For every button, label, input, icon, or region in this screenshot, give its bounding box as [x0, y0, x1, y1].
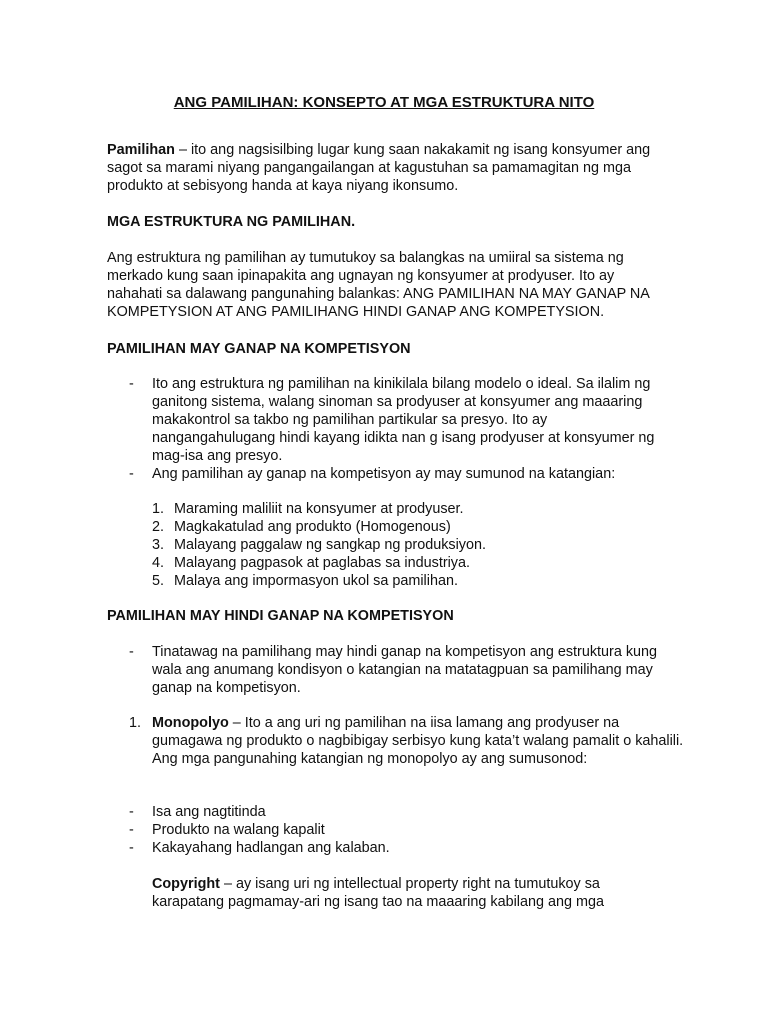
hindi-ganap-bullet-list: [129, 643, 674, 697]
section-heading-hindi-ganap: PAMILIHAN MAY HINDI GANAP NA KOMPETISYON: [107, 608, 454, 624]
item-text: Malayang paggalaw ng sangkap ng produksiyon.: [174, 537, 487, 553]
item-number: 4.: [152, 555, 165, 571]
copyright-paragraph: [152, 875, 672, 911]
definition-term: Pamilihan: [107, 142, 175, 158]
ganap-numbered-list: [152, 500, 697, 590]
item-number: 5.: [152, 573, 165, 589]
item-text: Magkakatulad ang produkto (Homogenous): [174, 519, 451, 535]
item-number: 2.: [152, 519, 165, 535]
estruktura-paragraph: [107, 249, 667, 321]
list-item: - Kakayahang hadlangan ang kalaban.: [129, 839, 674, 857]
monopolyo-traits-list: [129, 803, 674, 857]
list-item: [152, 572, 697, 590]
list-item: [152, 554, 697, 572]
list-item: [152, 536, 697, 554]
item-number: 1.: [152, 501, 165, 517]
section-heading-estruktura: MGA ESTRUKTURA NG PAMILIHAN.: [107, 214, 356, 230]
ganap-bullet-list: [129, 375, 674, 483]
list-item: - Ito ang estruktura ng pamilihan na kinikilala bilang modelo o ideal. Sa ilalim ng ganitong sistema, walang sinoman sa prodyuser at konsyumer ang maaaring makakontrol sa takbo ng pamilihan partikular sa presyo. Ito ay nangangahulugang hindi kayang idikta nan g isang prodyuser at konsyumer ng mag-isa ang presyo.: [129, 375, 674, 465]
list-item: - Produkto na walang kapalit: [129, 821, 674, 839]
definition-paragraph: [107, 141, 667, 195]
item-text: Maraming maliliit na konsyumer at prodyuser.: [174, 501, 464, 517]
monopolyo-term: Monopolyo: [152, 715, 229, 731]
page-title: ANG PAMILIHAN: KONSEPTO AT MGA ESTRUKTURA NITO: [173, 94, 595, 111]
list-item: - Isa ang nagtitinda: [129, 803, 674, 821]
definition-text: – ito ang nagsisilbing lugar kung saan nakakamit ng isang konsyumer ang sagot sa marami niyang pangangailangan at kagustuhan sa pamamagitan ng mga produkto at sebisyong handa at kaya niyang ikonsumo.: [107, 142, 651, 194]
item-text: Malayang pagpasok at paglabas sa industriya.: [174, 555, 470, 571]
item-number: 3.: [152, 537, 165, 553]
copyright-text: – ay isang uri ng intellectual property right na tumutukoy sa karapatang pagmamay-ari ng isang tao na maaaring kabilang ang mga: [152, 876, 604, 910]
list-item: - Tinatawag na pamilihang may hindi ganap na kompetisyon ang estruktura kung wala ang anumang kondisyon o katangian na matatagpuan sa pamilihang may ganap na kompetisyon.: [129, 643, 674, 697]
section-heading-ganap: PAMILIHAN MAY GANAP NA KOMPETISYON: [107, 341, 411, 357]
monopolyo-item: [129, 714, 692, 768]
item-number: 1.: [129, 715, 142, 731]
item-text: Malaya ang impormasyon ukol sa pamilihan.: [174, 573, 458, 589]
list-item: [152, 518, 697, 536]
estruktura-text: Ang estruktura ng pamilihan ay tumutukoy sa balangkas na umiiral sa sistema ng merkado kung saan ipinapakita ang ugnayan ng konsyumer at prodyuser. Ito ay nahahati sa dalawang pangunahing balankas: ANG PAMILIHAN NA MAY GANAP NA KOMPETYSION AT ANG PAMILIHANG HINDI GANAP ANG KOMPETYSION.: [107, 250, 650, 320]
monopolyo-text: – Ito a ang uri ng pamilihan na iisa lamang ang prodyuser na gumagawa ng produkto o nagbibigay serbisyo kung kata’t walang pamalit o kahalili. Ang mga pangunahing katangian ng monopolyo ay ang sumusonod:: [152, 715, 684, 767]
list-item: [152, 500, 697, 518]
list-item: - Ang pamilihan ay ganap na kompetisyon ay may sumunod na katangian:: [129, 465, 674, 483]
copyright-term: Copyright: [152, 876, 220, 892]
